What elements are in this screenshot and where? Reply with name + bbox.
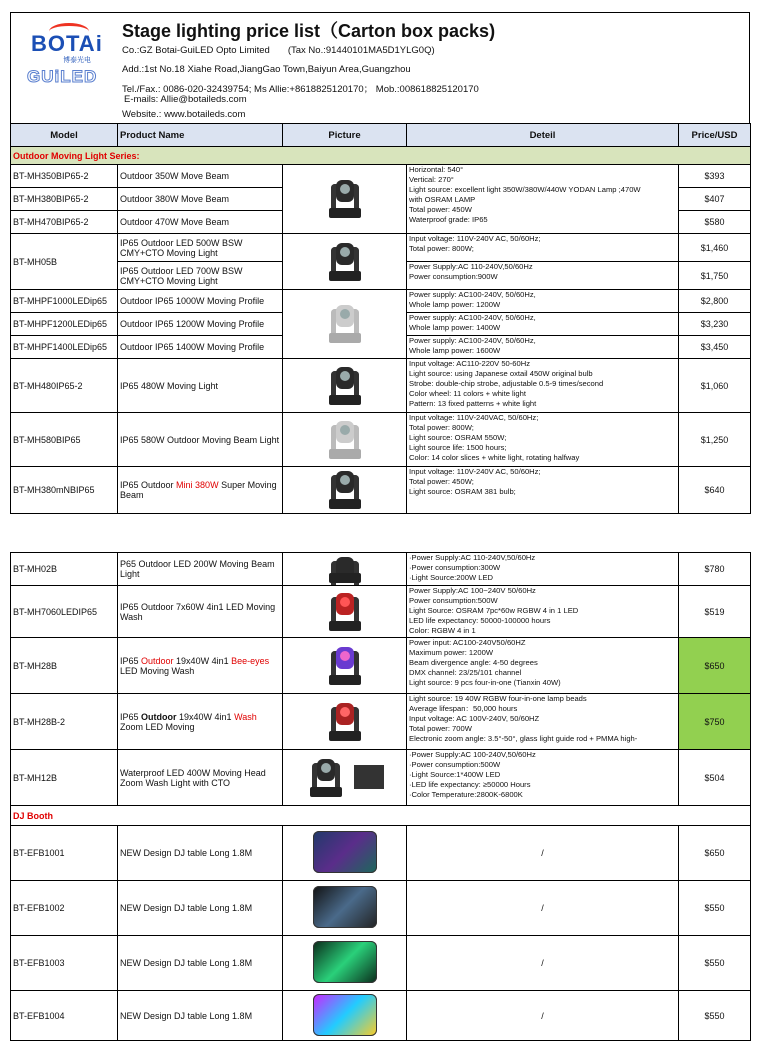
col-picture: Picture [283,124,407,147]
table-row [11,234,751,262]
detail-cell: / [407,826,679,881]
product-cell: Outdoor IP65 1000W Moving Profile [118,290,283,313]
table-row [11,991,751,1041]
model-cell: BT-MH7060LEDIP65 [11,586,118,638]
model-cell: BT-MHPF1200LEDip65 [11,313,118,336]
model-cell: BT-MH05B [11,234,118,290]
table-row [11,413,751,467]
product-image [283,586,407,638]
product-image [283,638,407,694]
table-row [11,750,751,806]
product-cell: NEW Design DJ table Long 1.8M [118,936,283,991]
product-image [283,750,407,806]
model-cell: BT-MH480IP65-2 [11,359,118,413]
table-row [11,694,751,750]
product-image [283,165,407,234]
model-cell: BT-MH28B [11,638,118,694]
detail-cell: Power supply: AC100-240V, 50/60Hz, Whole lamp power: 1400W [407,313,679,336]
price-cell: $1,060 [679,359,751,413]
product-cell: IP65 480W Moving Light [118,359,283,413]
product-cell: Waterproof LED 400W Moving Head Zoom Wash Light with CTO [118,750,283,806]
detail-cell: Power supply: AC100-240V, 50/60Hz, Whole lamp power: 1200W [407,290,679,313]
product-image [283,234,407,290]
product-cell: IP65 Outdoor LED 700W BSW CMY+CTO Moving Light [118,262,283,290]
product-cell: Outdoor 380W Move Beam [118,188,283,211]
company-email: E-mails: Allie@botaileds.com [124,94,247,105]
price-cell: $3,230 [679,313,751,336]
price-cell: $780 [679,553,751,586]
product-image [283,359,407,413]
price-cell: $580 [679,211,751,234]
detail-cell: Power Supply:AC 100~240V 50/60Hz Power consumption:500W Light Source: OSRAM 7pc*60w RGBW 4 in 1 LED LED life expectancy: 50000-100000 hours Color: RGBW 4 in 1 [407,586,679,638]
table-row [11,165,751,188]
product-image [283,553,407,586]
product-cell: IP65 Outdoor Mini 380W Super Moving Beam [118,467,283,514]
detail-cell: Input voltage: AC110-220V 50-60Hz Light source: using Japanese oxtail 450W original bulb Strobe: double-chip strobe, adjustable 0.5-9 times/second Color wheel: 11 colors + white light Pattern: 13 fixed patterns + white light [407,359,679,413]
model-cell: BT-MH02B [11,553,118,586]
product-cell: P65 Outdoor LED 200W Moving Beam Light [118,553,283,586]
product-cell: IP65 Outdoor 7x60W 4in1 LED Moving Wash [118,586,283,638]
product-image [283,290,407,359]
company-phone: Tel./Fax.: 0086-020-32439754; Ms Allie:+8618825120170； Mob.:008618825120170 [122,84,479,95]
company-address: Add.:1st No.18 Xiahe Road,JiangGao Town,Baiyun Area,Guangzhou [122,64,411,75]
section-title: DJ Booth [11,806,751,826]
header [10,12,750,123]
product-image [283,991,407,1041]
product-cell: Outdoor 350W Move Beam [118,165,283,188]
table-row [11,638,751,694]
col-price: Price/USD [679,124,751,147]
price-cell: $2,800 [679,290,751,313]
page-title: Stage lighting price list（Carton box packs) [122,21,496,41]
table-header-row [11,124,751,147]
price-table-2 [10,552,751,1041]
detail-cell: / [407,991,679,1041]
company-name: Co.:GZ Botai-GuiLED Opto Limited (Tax No.:91440101MA5D1YLG0Q) [122,45,435,56]
product-image [283,936,407,991]
product-image [283,413,407,467]
detail-cell: Power supply: AC100-240V, 50/60Hz, Whole lamp power: 1600W [407,336,679,359]
price-cell: $519 [679,586,751,638]
table-row [11,553,751,586]
product-cell: IP65 Outdoor LED 500W BSW CMY+CTO Moving Light [118,234,283,262]
price-cell: $550 [679,936,751,991]
detail-cell: ·Power Supply:AC 110-240V,50/60Hz ·Power consumption:300W ·Light Source:200W LED [407,553,679,586]
price-cell: $550 [679,991,751,1041]
product-cell: Outdoor IP65 1200W Moving Profile [118,313,283,336]
model-cell: BT-EFB1001 [11,826,118,881]
model-cell: BT-MH470BIP65-2 [11,211,118,234]
price-cell: $504 [679,750,751,806]
model-cell: BT-MH580BIP65 [11,413,118,467]
price-cell: $1,750 [679,262,751,290]
price-cell: $650 [679,826,751,881]
company-logo: BOTAi 博泰光电 GUiLED [19,21,115,101]
col-model: Model [11,124,118,147]
detail-cell: Light source: 19 40W RGBW four-in-one lamp beads Average lifespan：50,000 hours Input voltage: AC 100V-240V, 50/60HZ Total power: 700W Electronic zoom angle: 3.5°-50°, glass light guide rod + PMMA high- [407,694,679,750]
product-cell: IP65 Outdoor 19x40W 4in1 Wash Zoom LED Moving [118,694,283,750]
detail-cell: / [407,881,679,936]
product-image [283,826,407,881]
model-cell: BT-EFB1004 [11,991,118,1041]
product-image [283,694,407,750]
product-cell: Outdoor IP65 1400W Moving Profile [118,336,283,359]
product-cell: NEW Design DJ table Long 1.8M [118,991,283,1041]
price-cell: $393 [679,165,751,188]
price-cell: $3,450 [679,336,751,359]
model-cell: BT-MH12B [11,750,118,806]
detail-cell: Input voltage: 110V-240V AC, 50/60Hz; Total power: 800W; [407,234,679,262]
product-image [283,467,407,514]
table-row [11,881,751,936]
detail-cell: Input voltage: 110V-240VAC, 50/60Hz; Total power: 800W; Light source: OSRAM 550W; Light source life: 1500 hours; Color: 14 color slices + white light, rotating halfway [407,413,679,467]
product-cell: IP65 Outdoor 19x40W 4in1 Bee-eyes LED Moving Wash [118,638,283,694]
table-row [11,467,751,514]
detail-cell: Power input: AC100-240V50/60HZ Maximum power: 1200W Beam divergence angle: 4-50 degrees DMX channel: 23/25/101 channel Light source: 9 pcs four-in-one (Tianxin 40W) [407,638,679,694]
model-cell: BT-MH350BIP65-2 [11,165,118,188]
model-cell: BT-MH380BIP65-2 [11,188,118,211]
product-image [283,881,407,936]
price-cell: $750 [679,694,751,750]
table-row [11,586,751,638]
table-row [11,290,751,313]
product-cell: NEW Design DJ table Long 1.8M [118,881,283,936]
product-cell: NEW Design DJ table Long 1.8M [118,826,283,881]
price-cell: $550 [679,881,751,936]
price-table-1 [10,123,751,514]
model-cell: BT-MHPF1000LEDip65 [11,290,118,313]
table-row [11,826,751,881]
model-cell: BT-MHPF1400LEDip65 [11,336,118,359]
price-cell: $1,460 [679,234,751,262]
model-cell: BT-MH380mNBIP65 [11,467,118,514]
detail-cell: ·Power Supply:AC 100-240V,50/60Hz ·Power consumption:500W ·Light Source:1*400W LED ·LED life expectancy: ≥50000 Hours ·Color Temperature:2800K-6800K [407,750,679,806]
model-cell: BT-EFB1003 [11,936,118,991]
detail-cell: / [407,936,679,991]
price-cell: $650 [679,638,751,694]
table-row [11,936,751,991]
model-cell: BT-EFB1002 [11,881,118,936]
section-title: Outdoor Moving Light Series: [11,147,751,165]
product-cell: Outdoor 470W Move Beam [118,211,283,234]
product-cell: IP65 580W Outdoor Moving Beam Light [118,413,283,467]
company-website: Website.: www.botaileds.com [122,109,246,120]
price-cell: $1,250 [679,413,751,467]
col-product: Product Name [118,124,283,147]
price-list-page [10,12,750,1041]
model-cell: BT-MH28B-2 [11,694,118,750]
table-row [11,359,751,413]
col-detail: Deteil [407,124,679,147]
price-cell: $640 [679,467,751,514]
detail-cell: Power Supply:AC 110-240V,50/60Hz Power consumption:900W [407,262,679,290]
price-cell: $407 [679,188,751,211]
detail-cell: Horizontal: 540° Vertical: 270° Light source: excellent light 350W/380W/440W YODAN Lamp ;470W with OSRAM LAMP Total power: 450W Waterproof grade: IP65 [407,165,679,234]
detail-cell: Input voltage: 110V-240V AC, 50/60Hz; Total power: 450W; Light source: OSRAM 381 bulb; [407,467,679,514]
